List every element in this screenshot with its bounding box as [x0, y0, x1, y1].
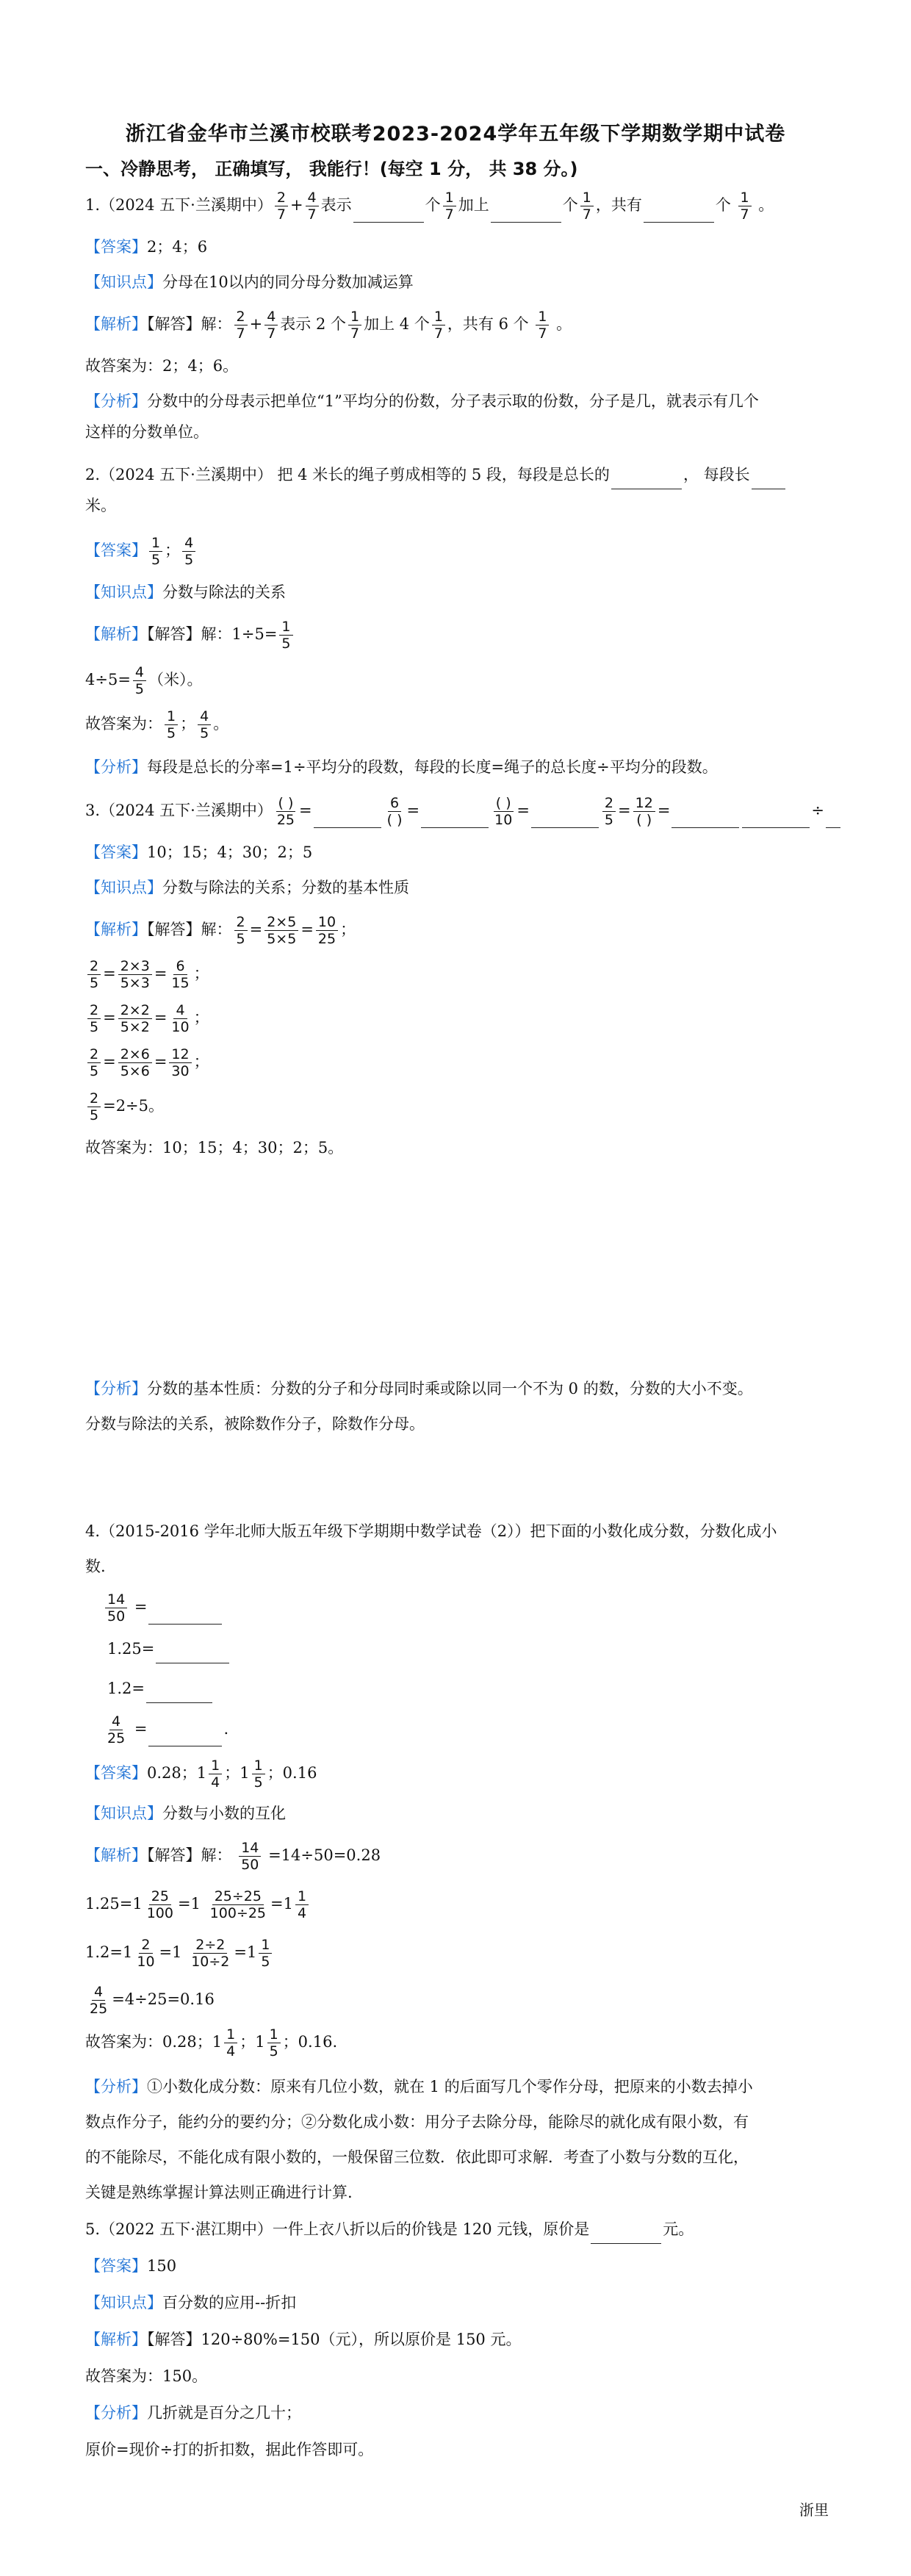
page-title: 浙江省金华市兰溪市校联考2023-2024学年五年级下学期数学期中试卷 [125, 123, 786, 145]
numerator: 4 [264, 309, 278, 325]
numerator: 2÷2 [193, 1937, 227, 1954]
denominator: 5 [184, 552, 194, 568]
q4-item-1: $\frac{14}{50}$ = [103, 1591, 223, 1625]
fraction [169, 1046, 191, 1079]
denominator: 7 [433, 325, 443, 342]
fraction [87, 1090, 101, 1123]
numerator: 6 [388, 795, 401, 812]
fraction [602, 795, 616, 828]
denominator: 100 [146, 1905, 173, 1921]
numerator: 1 [348, 309, 361, 325]
denominator: 15 [171, 975, 190, 991]
answer-blank[interactable] [752, 468, 785, 489]
fraction [306, 190, 319, 223]
q3-solution-4: $\frac{2}{5}$ = $\frac{2\times 6}{5\times 6}$ = $\frac{12}{30}$ ； [85, 1046, 209, 1079]
numerator: 1 [209, 1757, 222, 1774]
fraction [118, 958, 152, 991]
numerator: 14 [239, 1840, 261, 1857]
numerator: 12 [169, 1046, 191, 1063]
q1-stem: 1.（2024 五下·兰溪期中） $\frac{2}{7}$ + $\frac{4}{7}$ 表示 个 $\frac{1}{7}$ 加上 个 $\frac{1}{7}$ ，共有 个 $\frac{1}{7}$ 。 [85, 190, 774, 223]
denominator: 7 [538, 325, 547, 342]
fraction [385, 795, 405, 828]
fraction [87, 1046, 101, 1079]
fraction [165, 708, 178, 741]
numerator: 1 [267, 2026, 281, 2043]
answer-blank[interactable] [156, 1642, 229, 1663]
q2-solution: 【解析】【解答】解：1÷5= $\frac{1}{5}$ [85, 619, 295, 652]
q4-knowledge: 【知识点】分数与小数的互化 [85, 1805, 286, 1822]
denominator: 5 [90, 1063, 99, 1079]
fraction [264, 309, 278, 342]
numerator: 2×3 [118, 958, 152, 975]
fraction [118, 1002, 152, 1035]
denominator: 5×6 [120, 1063, 150, 1079]
denominator: 5 [90, 1107, 99, 1123]
q3-answer: 【答案】10；15；4；30；2；5 [85, 843, 313, 861]
q3-fenxi: 【分析】分数的基本性质：分数的分子和分母同时乘或除以同一个不为 0 的数，分数的大小不变。 [85, 1380, 753, 1397]
numerator: 2 [602, 795, 616, 812]
denominator: 5×2 [120, 1019, 150, 1035]
fraction [275, 795, 297, 828]
denominator: 7 [307, 206, 317, 223]
numerator: 1 [149, 535, 162, 552]
fraction [580, 190, 594, 223]
denominator: 5 [167, 725, 176, 741]
denominator: 25 [276, 812, 295, 828]
denominator: 7 [276, 206, 286, 223]
fraction [432, 309, 445, 342]
denominator: 25 [90, 2001, 108, 2017]
q4-fenxi: 【分析】①小数化成分数：原来有几位小数，就在 1 的后面写几个零作分母，把原来的小数去掉小 [85, 2078, 753, 2095]
numerator: 2 [87, 958, 101, 975]
fraction [239, 1840, 261, 1873]
q5-fenxi: 【分析】几折就是百分之几十； [85, 2404, 301, 2422]
fraction [252, 1757, 265, 1791]
q2-answer: 【答案】 $\frac{1}{5}$ ； $\frac{4}{5}$ [85, 535, 198, 568]
q2-stem-2: 米。 [85, 497, 116, 514]
answer-blank[interactable] [611, 468, 682, 489]
fraction [118, 1046, 152, 1079]
denominator: 5 [269, 2043, 278, 2059]
answer-blank[interactable] [314, 807, 381, 828]
q5-conclusion: 故答案为：150。 [85, 2367, 208, 2385]
numerator: 2 [139, 1937, 152, 1954]
q3-solution-1: 【解析】【解答】解： $\frac{2}{5}$ = $\frac{2\times 5}{5\times 5}$ = $\frac{10}{25}$ ； [85, 914, 356, 947]
denominator: 10 [171, 1019, 190, 1035]
denominator: 30 [171, 1063, 190, 1079]
fraction [133, 664, 146, 697]
fraction [536, 309, 549, 342]
q1-fenxi-2: 这样的分数单位。 [85, 423, 209, 441]
answer-blank[interactable] [826, 807, 840, 828]
q4-item-2: 1.25= [107, 1634, 231, 1663]
denominator: 5 [134, 681, 145, 697]
denominator: 7 [267, 325, 276, 342]
numerator: 1 [259, 1937, 272, 1954]
denominator: 7 [236, 325, 245, 342]
q3-conclusion: 故答案为：10；15；4；30；2；5。 [85, 1139, 344, 1156]
page-footer: 浙里 [799, 2501, 829, 2519]
answer-blank[interactable] [591, 2223, 661, 2244]
numerator: 2 [87, 1002, 101, 1019]
fraction [633, 795, 655, 828]
denominator: 5 [261, 1954, 270, 1970]
numerator: 2 [87, 1046, 101, 1063]
fraction [189, 1937, 231, 1970]
q4-item-4: $\frac{4}{25}$ = . [103, 1713, 228, 1746]
q4-item-3: 1.2= [107, 1674, 214, 1703]
fraction [134, 1937, 156, 1970]
denominator: 10 [137, 1954, 155, 1970]
q3-solution-2: $\frac{2}{5}$ = $\frac{2\times 3}{5\times 3}$ = $\frac{6}{15}$ ； [85, 958, 209, 991]
q4-solution-3: 1.2=1 $\frac{2}{10}$ =1 $\frac{2\div 2}{10\div 2}$ =1 $\frac{1}{5}$ [85, 1937, 274, 1970]
answer-blank[interactable] [491, 201, 561, 223]
fraction [267, 2026, 281, 2059]
denominator: 25 [317, 931, 336, 947]
answer-blank[interactable] [148, 1603, 222, 1625]
numerator: 2 [234, 914, 248, 931]
denominator: 5 [281, 636, 291, 652]
q4-answer: 【答案】0.28；1 $\frac{1}{4}$ ；1 $\frac{1}{5}$ ；0.16 [85, 1757, 317, 1791]
q4-conclusion: 故答案为：0.28；1 $\frac{1}{4}$ ；1 $\frac{1}{5}$ ；0.16. [85, 2026, 338, 2059]
denominator: 7 [740, 206, 749, 223]
fraction [145, 1888, 176, 1921]
numerator: 4 [306, 190, 319, 206]
denominator: 5 [90, 1019, 99, 1035]
numerator: 4 [109, 1713, 123, 1730]
numerator: ( ) [276, 795, 296, 812]
numerator: 2×6 [118, 1046, 152, 1063]
denominator: 100÷25 [209, 1905, 267, 1921]
q4-fenxi-2: 数点作分子，能约分的要约分；②分数化成小数：用分子去除分母，能除尽的就化成有限小数，有 [85, 2113, 749, 2131]
denominator: 5 [253, 1774, 263, 1791]
numerator: 4 [173, 1002, 187, 1019]
q1-knowledge: 【知识点】分母在10以内的同分母分数加减运算 [85, 273, 414, 291]
q4-fenxi-3: 的不能除尽，不能化成有限小数的，一般保留三位数．依此即可求解．考查了小数与分数的互化， [85, 2148, 749, 2166]
fraction [234, 309, 248, 342]
denominator: 4 [226, 2043, 236, 2059]
numerator: 1 [443, 190, 456, 206]
denominator: 5 [90, 975, 99, 991]
q2-solution-2: 4÷5= $\frac{4}{5}$ （米）。 [85, 664, 203, 697]
denominator: 25 [107, 1730, 126, 1746]
q3-solution-3: $\frac{2}{5}$ = $\frac{2\times 2}{5\times 2}$ = $\frac{4}{10}$ ； [85, 1002, 209, 1035]
answer-blank[interactable] [353, 201, 424, 223]
numerator: ( ) [494, 795, 514, 812]
numerator: 1 [580, 190, 594, 206]
q3-stem: 3.（2024 五下·兰溪期中） $\frac{( )}{25}$ = $\frac{6}{( )}$ = $\frac{( )}{10}$ = $\frac{2}{5}$ = $\frac{12}{( )}$ = ÷ [85, 795, 842, 828]
fraction [209, 1757, 222, 1791]
denominator: 5×5 [267, 931, 297, 947]
denominator: 7 [582, 206, 591, 223]
fraction [87, 958, 101, 991]
numerator: 1 [165, 708, 178, 725]
numerator: 12 [633, 795, 655, 812]
q4-solution-2: 1.25=1 $\frac{25}{100}$ =1 $\frac{25\div 25}{100\div 25}$ =1 $\frac{1}{4}$ [85, 1888, 311, 1921]
denominator: 4 [211, 1774, 220, 1791]
denominator: 5 [604, 812, 614, 828]
denominator: ( ) [386, 812, 403, 828]
fraction [275, 190, 288, 223]
numerator: 1 [536, 309, 549, 325]
q5-stem: 5.（2022 五下·湛江期中）一件上衣八折以后的价钱是 120 元钱，原价是 元。 [85, 2215, 694, 2244]
fraction [279, 619, 292, 652]
fraction [105, 1713, 127, 1746]
denominator: ( ) [636, 812, 652, 828]
numerator: 1 [738, 190, 752, 206]
q1-fenxi: 【分析】分数中的分母表示把单位“1”平均分的份数，分子表示取的份数，分子是几，就表示有几个 [85, 392, 759, 410]
fraction [182, 535, 195, 568]
q1-conclusion: 故答案为：2；4；6。 [85, 357, 239, 375]
numerator: 2 [275, 190, 288, 206]
numerator: 2×2 [118, 1002, 152, 1019]
numerator: 14 [105, 1591, 127, 1608]
answer-blank[interactable] [644, 201, 714, 223]
q4-stem: 4.（2015-2016 学年北师大版五年级下学期期中数学试卷（2））把下面的小数化成分数，分数化成小 [85, 1522, 777, 1540]
q3-knowledge: 【知识点】分数与除法的关系；分数的基本性质 [85, 879, 409, 896]
denominator: 5 [151, 552, 161, 568]
fraction [295, 1888, 309, 1921]
numerator: 1 [252, 1757, 265, 1774]
answer-blank[interactable] [671, 807, 739, 828]
fraction [492, 795, 514, 828]
numerator: 4 [133, 664, 146, 681]
numerator: 2 [234, 309, 248, 325]
numerator: 4 [92, 1984, 105, 2001]
q5-answer: 【答案】150 [85, 2257, 177, 2275]
numerator: 4 [198, 708, 211, 725]
denominator: 50 [241, 1857, 259, 1873]
q2-stem: 2.（2024 五下·兰溪期中） 把 4 米长的绳子剪成相等的 5 段，每段是总长的 ， 每段长 [85, 460, 787, 489]
q4-solution-4: $\frac{4}{25}$ =4÷25=0.16 [85, 1984, 215, 2017]
answer-blank[interactable] [742, 807, 810, 828]
numerator: 6 [173, 958, 187, 975]
q4-stem-2: 数. [85, 1558, 106, 1575]
q3-fenxi-2: 分数与除法的关系，被除数作分子，除数作分母。 [85, 1415, 425, 1433]
fraction [169, 958, 191, 991]
numerator: 2×5 [264, 914, 298, 931]
numerator: 1 [224, 2026, 237, 2043]
q4-solution-1: 【解析】【解答】解： $\frac{14}{50}$ =14÷50=0.28 [85, 1840, 381, 1873]
fraction [198, 708, 211, 741]
numerator: 25 [149, 1888, 171, 1905]
fraction [87, 1002, 101, 1035]
q4-fenxi-4: 关键是熟练掌握计算法则正确进行计算. [85, 2184, 353, 2201]
denominator: 7 [444, 206, 454, 223]
denominator: 5 [236, 931, 245, 947]
denominator: 10÷2 [191, 1954, 230, 1970]
fraction [443, 190, 456, 223]
numerator: 1 [295, 1888, 309, 1905]
q2-conclusion: 故答案为： $\frac{1}{5}$ ； $\frac{4}{5}$ 。 [85, 708, 229, 741]
fraction [208, 1888, 268, 1921]
answer-blank[interactable] [531, 807, 599, 828]
fraction [149, 535, 162, 568]
numerator: 1 [432, 309, 445, 325]
numerator: 1 [279, 619, 292, 636]
q3-solution-5: $\frac{2}{5}$ =2÷5。 [85, 1090, 164, 1123]
q2-fenxi: 【分析】每段是总长的分率=1÷平均分的段数，每段的长度=绳子的总长度÷平均分的段数。 [85, 758, 718, 776]
answer-blank[interactable] [421, 807, 489, 828]
fraction [224, 2026, 237, 2059]
denominator: 50 [107, 1608, 126, 1625]
q2-knowledge: 【知识点】分数与除法的关系 [85, 583, 286, 601]
fraction [259, 1937, 272, 1970]
fraction [234, 914, 248, 947]
denominator: 5 [200, 725, 209, 741]
denominator: 10 [494, 812, 513, 828]
q5-knowledge: 【知识点】百分数的应用--折扣 [85, 2294, 297, 2311]
fraction [105, 1591, 127, 1625]
numerator: 25÷25 [212, 1888, 264, 1905]
fraction [316, 914, 338, 947]
denominator: 4 [297, 1905, 307, 1921]
fraction [738, 190, 752, 223]
q1-answer: 【答案】2；4；6 [85, 238, 208, 256]
answer-blank[interactable] [148, 1725, 222, 1746]
fraction [87, 1984, 109, 2017]
fraction [169, 1002, 191, 1035]
q1-solution: 【解析】【解答】解： $\frac{2}{7}$ + $\frac{4}{7}$ 表示 2 个 $\frac{1}{7}$ 加上 4 个 $\frac{1}{7}$ ，共有 6 个 $\frac{1}{7}$ 。 [85, 309, 572, 342]
fraction [264, 914, 298, 947]
numerator: 2 [87, 1090, 101, 1107]
q5-solution: 【解析】【解答】120÷80%=150（元），所以原价是 150 元。 [85, 2331, 522, 2348]
denominator: 5×3 [120, 975, 150, 991]
numerator: 10 [316, 914, 338, 931]
denominator: 7 [350, 325, 360, 342]
section-heading: 一、冷静思考， 正确填写， 我能行！(每空 1 分， 共 38 分。) [85, 159, 578, 179]
q5-fenxi-2: 原价=现价÷打的折扣数，据此作答即可。 [85, 2441, 374, 2458]
numerator: 4 [182, 535, 195, 552]
fraction [348, 309, 361, 342]
answer-blank[interactable] [146, 1682, 212, 1703]
